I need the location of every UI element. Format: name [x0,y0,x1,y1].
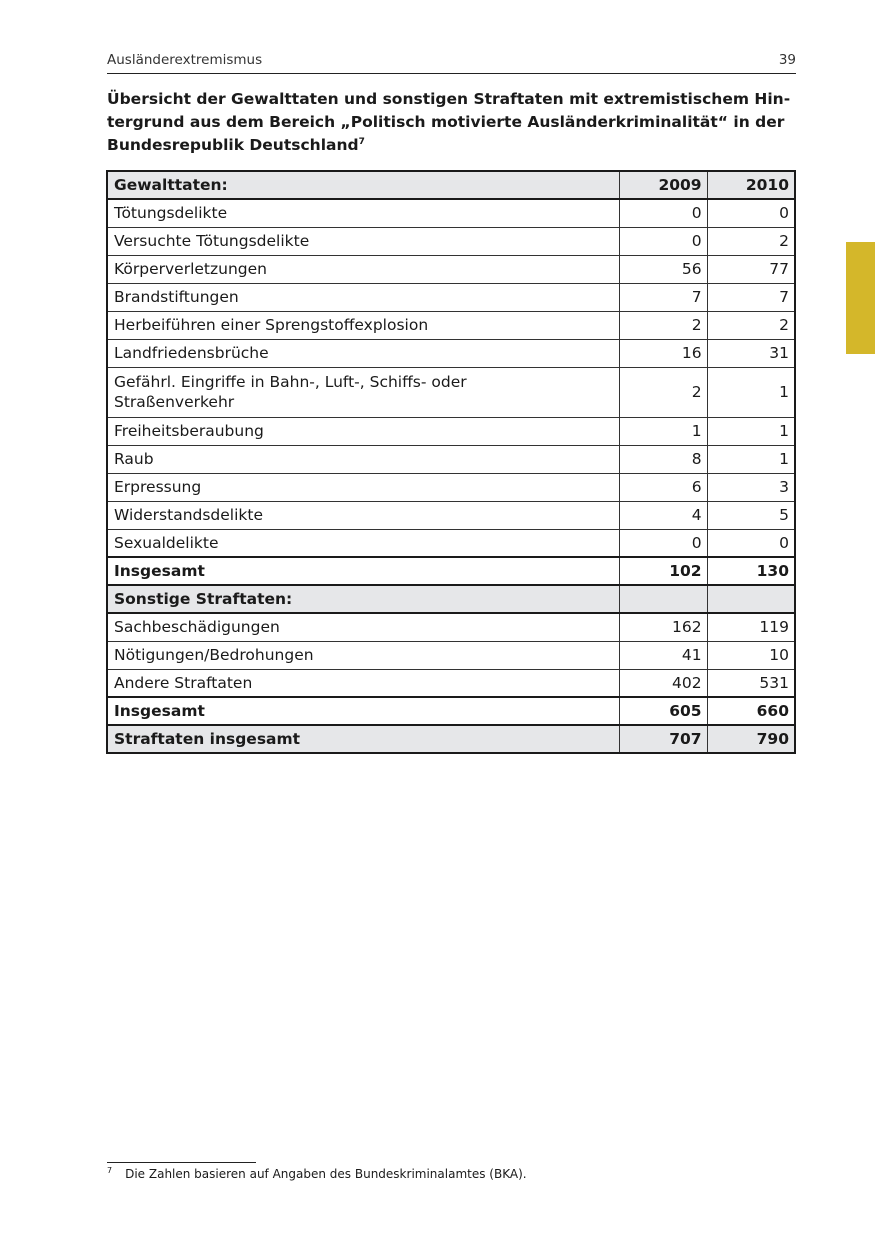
value-2010: 1 [707,445,795,473]
value-2010: 660 [707,697,795,725]
value-2009: 7 [619,283,707,311]
table-row [107,529,795,557]
value-2010: 0 [707,199,795,227]
table-row [107,283,795,311]
table-row [107,445,795,473]
row-label: Erpressung [107,473,619,501]
row-label: Widerstandsdelikte [107,501,619,529]
row-label: Versuchte Tötungsdelikte [107,227,619,255]
value-2009: 4 [619,501,707,529]
value-2010: 130 [707,557,795,585]
value-2009: 2 [619,311,707,339]
value-2010: 10 [707,641,795,669]
value-2010: 5 [707,501,795,529]
table-row [107,669,795,697]
footnote-mark: 7 [107,1166,113,1175]
value-2010: 790 [707,725,795,753]
empty-cell [619,585,707,613]
value-2009: 0 [619,199,707,227]
value-2009: 6 [619,473,707,501]
value-2009: 162 [619,613,707,641]
value-2009: 56 [619,255,707,283]
row-label: Sexualdelikte [107,529,619,557]
footnote [107,1166,527,1181]
footnote-text: Die Zahlen basieren auf Angaben des Bundeskriminalamtes (BKA). [125,1167,527,1181]
table-row [107,473,795,501]
other-crimes-header-row [107,585,795,613]
header-violent-crimes: Gewalttaten: [107,171,619,199]
value-2009: 605 [619,697,707,725]
value-2010: 3 [707,473,795,501]
value-2009: 8 [619,445,707,473]
value-2009: 41 [619,641,707,669]
violent-total-row [107,557,795,585]
table-row [107,199,795,227]
table-row [107,367,795,417]
other-total-row [107,697,795,725]
table-row [107,227,795,255]
row-label: Landfriedensbrüche [107,339,619,367]
value-2010: 119 [707,613,795,641]
value-2009: 0 [619,227,707,255]
table-header-row [107,171,795,199]
value-2009: 102 [619,557,707,585]
value-2009: 2 [619,367,707,417]
row-label: Straftaten insgesamt [107,725,619,753]
value-2010: 7 [707,283,795,311]
table-row [107,641,795,669]
row-label: Sachbeschädigungen [107,613,619,641]
table-heading [107,88,796,157]
row-label: Brandstiftungen [107,283,619,311]
row-label: Insgesamt [107,697,619,725]
empty-cell [707,585,795,613]
row-label: Nötigungen/Bedrohungen [107,641,619,669]
value-2010: 1 [707,367,795,417]
header-other-crimes: Sonstige Straftaten: [107,585,619,613]
value-2010: 1 [707,417,795,445]
grand-total-row [107,725,795,753]
crime-statistics-table [106,170,796,754]
heading-line-1: Übersicht der Gewalttaten und sonstigen Straftaten mit extremistischem Hin- [107,90,791,108]
heading-line-2: tergrund aus dem Bereich „Politisch motivierte Ausländerkriminalität“ in der [107,113,785,131]
table-row [107,417,795,445]
row-label: Tötungsdelikte [107,199,619,227]
table-row [107,339,795,367]
value-2010: 0 [707,529,795,557]
value-2010: 2 [707,311,795,339]
header-year-2009: 2009 [619,171,707,199]
heading-line-3: Bundesrepublik Deutschland [107,136,359,154]
chapter-thumb-tab [846,242,875,354]
row-label: Herbeiführen einer Sprengstoffexplosion [107,311,619,339]
row-label-line-2: Straßenverkehr [114,393,235,411]
table-row [107,613,795,641]
value-2010: 77 [707,255,795,283]
value-2010: 2 [707,227,795,255]
value-2009: 1 [619,417,707,445]
footnote-reference: 7 [358,136,365,147]
value-2009: 0 [619,529,707,557]
footnote-divider [107,1162,256,1163]
value-2009: 402 [619,669,707,697]
running-head-section: Ausländerextremismus [107,52,263,68]
row-label: Freiheitsberaubung [107,417,619,445]
table-row [107,255,795,283]
row-label [107,367,619,417]
table-row [107,311,795,339]
page-number: 39 [778,52,796,68]
value-2010: 531 [707,669,795,697]
value-2010: 31 [707,339,795,367]
header-year-2010: 2010 [707,171,795,199]
row-label-line-1: Gefährl. Eingriffe in Bahn-, Luft-, Schiffs- oder [114,373,467,391]
row-label: Körperverletzungen [107,255,619,283]
running-head [107,52,796,74]
value-2009: 16 [619,339,707,367]
value-2009: 707 [619,725,707,753]
row-label: Andere Straftaten [107,669,619,697]
row-label: Raub [107,445,619,473]
row-label: Insgesamt [107,557,619,585]
table-row [107,501,795,529]
